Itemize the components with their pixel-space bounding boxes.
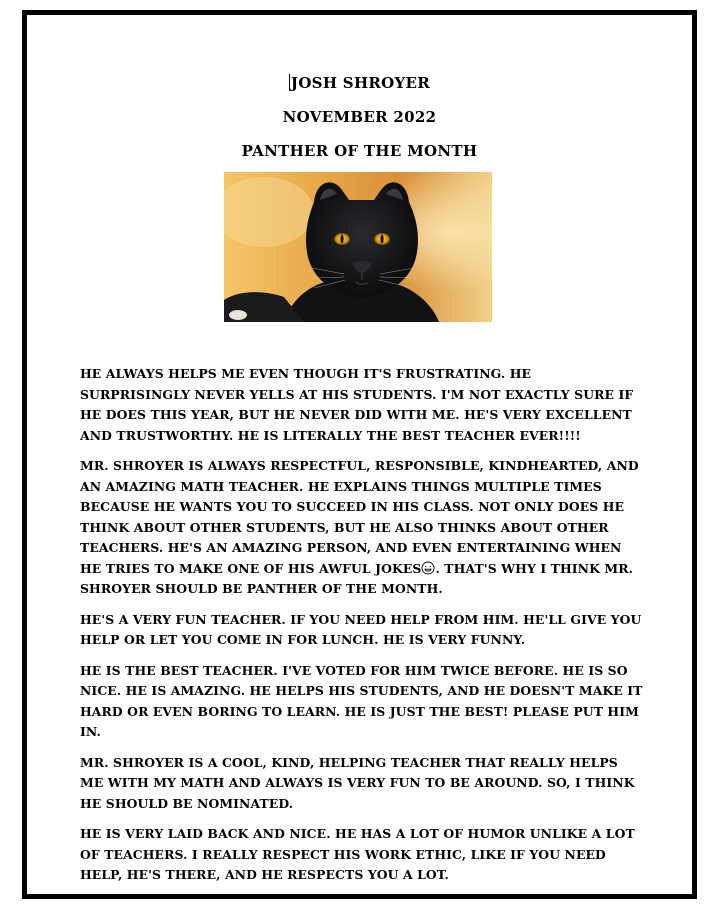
testimonials	[80, 364, 645, 896]
teacher-name: JOSH SHROYER	[290, 74, 431, 92]
date-heading: NOVEMBER 2022	[282, 108, 437, 126]
testimonial-paragraph	[80, 456, 645, 600]
testimonial-text: MR. SHROYER IS ALWAYS RESPECTFUL, RESPONSIBLE, KINDHEARTED, AND AN AMAZING MATH TEACHER. HE EXPLAINS THINGS MULTIPLE TIMES BECAUSE HE WANTS YOU TO SUCCEED IN HIS CLASS. NOT ONLY DOES HE THINK ABOUT OTHER STUDENTS, BUT HE ALSO THINKS ABOUT OTHER TEACHERS. HE'S AN AMAZING PERSON, AND EVEN ENTERTAINING WHEN HE TRIES TO MAKE ONE OF HIS AWFUL JOKES	[80, 458, 639, 576]
testimonial-paragraph: HE IS VERY LAID BACK AND NICE. HE HAS A LOT OF HUMOR UNLIKE A LOT OF TEACHERS. I REALLY RESPECT HIS WORK ETHIC, LIKE IF YOU NEED HELP, HE'S THERE, AND HE RESPECTS YOU A LOT.	[80, 826, 635, 882]
testimonial-paragraph: HE'S A VERY FUN TEACHER. IF YOU NEED HELP FROM HIM. HE'LL GIVE YOU HELP OR LET YOU COME IN FOR LUNCH. HE IS VERY FUNNY.	[80, 611, 642, 647]
teacher-name-heading	[27, 73, 692, 93]
testimonial-text: . THAT'S WHY I THINK MR. SHROYER SHOULD BE PANTHER OF THE MONTH.	[80, 560, 633, 596]
laughing-emoji-icon	[421, 561, 435, 575]
testimonial-paragraph: HE IS THE BEST TEACHER. I'VE VOTED FOR HIM TWICE BEFORE. HE IS SO NICE. HE IS AMAZING. HE HELPS HIS STUDENTS, AND HE DOESN'T MAKE IT HARD OR EVEN BORING TO LEARN. HE IS JUST THE BEST! PLEASE PUT HIM IN.	[80, 662, 643, 739]
testimonial-paragraph: HE ALWAYS HELPS ME EVEN THOUGH IT'S FRUSTRATING. HE SURPRISINGLY NEVER YELLS AT HIS STUDENTS. I'M NOT EXACTLY SURE IF HE DOES THIS YEAR, BUT HE NEVER DID WITH ME. HE'S VERY EXCELLENT AND TRUSTWORTHY. HE IS LITERALLY THE BEST TEACHER EVER!!!!	[80, 366, 634, 443]
award-heading: PANTHER OF THE MONTH	[241, 142, 478, 160]
testimonial-paragraph: MR. SHROYER IS A COOL, KIND, HELPING TEACHER THAT REALLY HELPS ME WITH MY MATH AND ALWAYS IS VERY FUN TO BE AROUND. SO, I THINK HE SHOULD BE NOMINATED.	[80, 754, 635, 811]
text-cursor	[289, 74, 290, 91]
black-panther-photo	[224, 172, 492, 322]
document-page	[22, 10, 697, 899]
